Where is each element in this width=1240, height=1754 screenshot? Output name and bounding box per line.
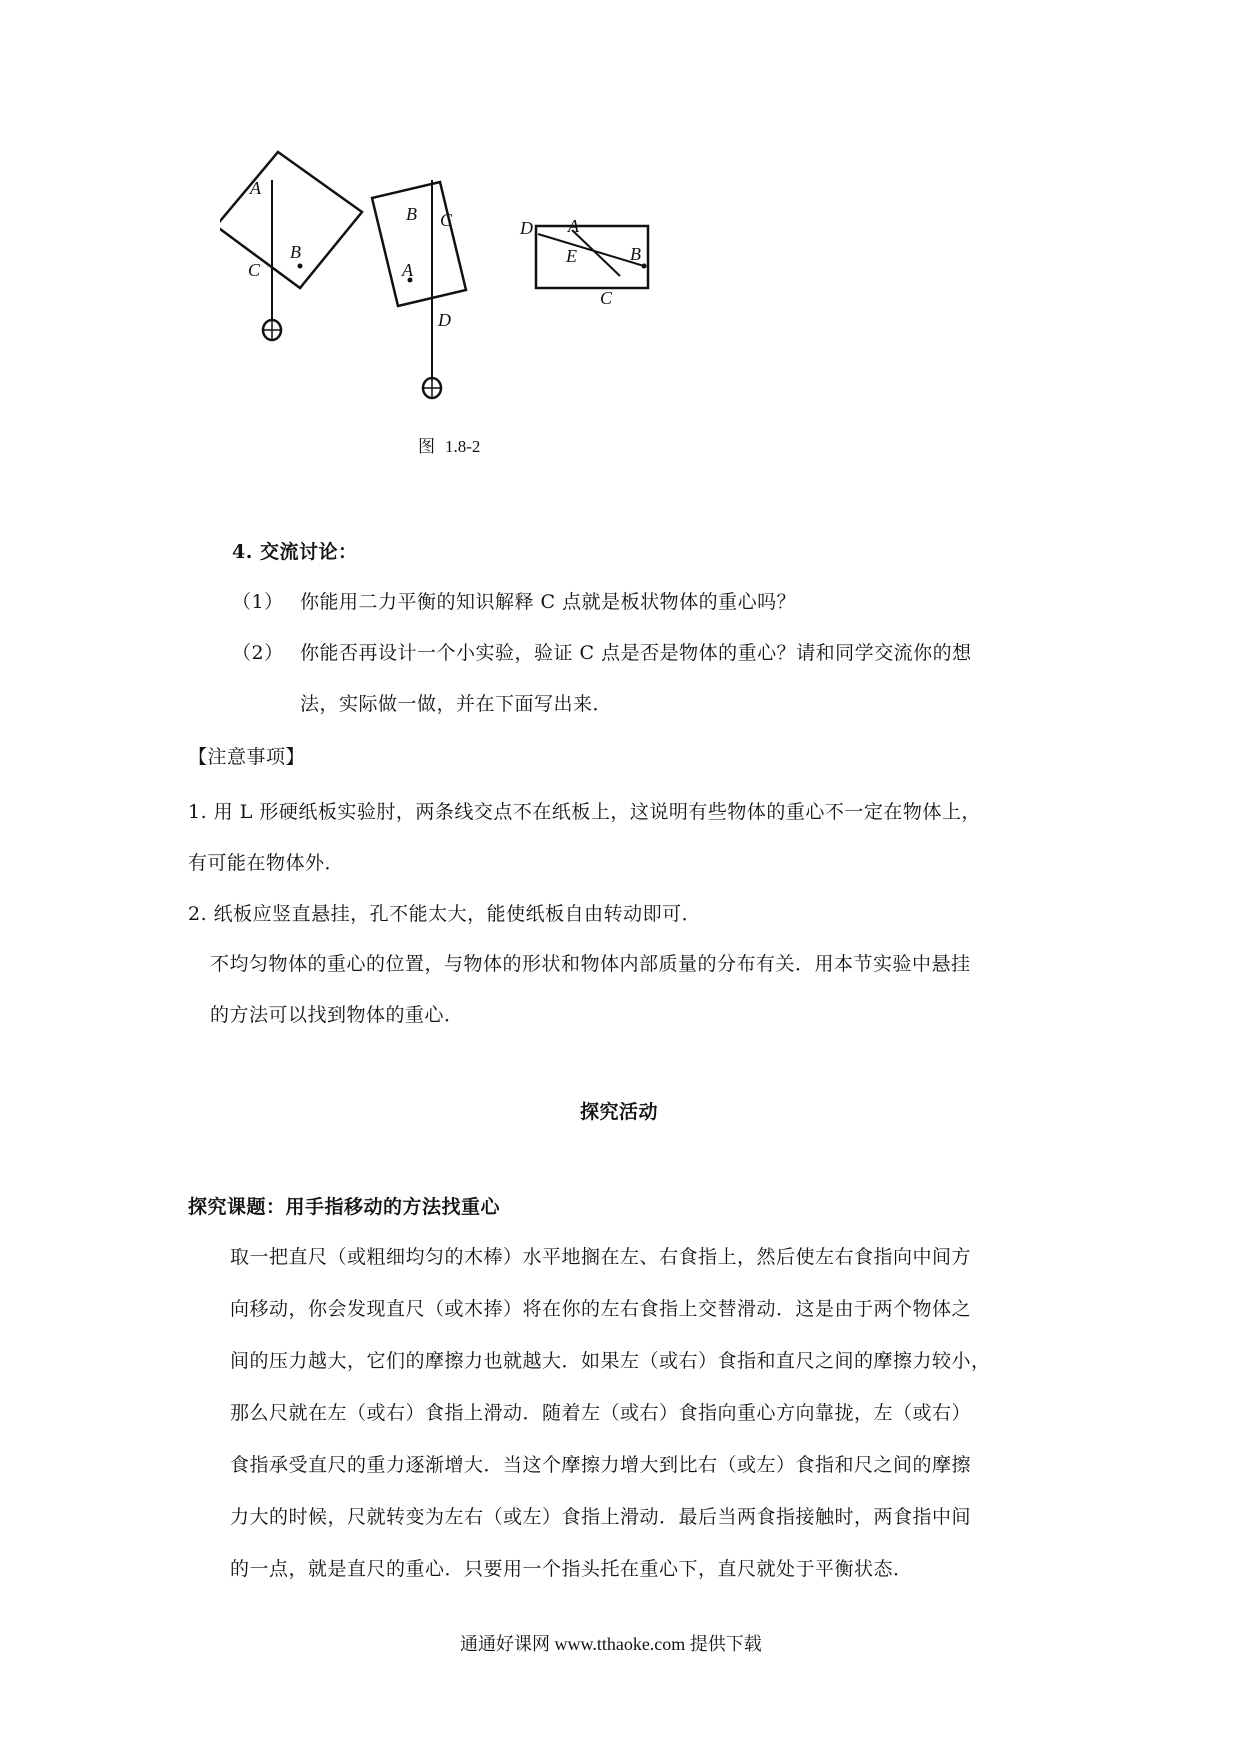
activity-line-7: 的一点，就是直尺的重心．只要用一个指头托在重心下，直尺就处于平衡状态． bbox=[230, 1558, 913, 1580]
discussion-heading: 4. 交流讨论： bbox=[232, 541, 358, 563]
panel-2-label-b: B bbox=[406, 204, 417, 224]
activity-topic: 探究课题：用手指移动的方法找重心 bbox=[188, 1196, 501, 1218]
panel-3-line-ac bbox=[572, 230, 620, 276]
figure-1-8-2 bbox=[220, 150, 740, 450]
panel-3-label-c: C bbox=[600, 288, 613, 308]
panel-1-point-b bbox=[298, 264, 303, 269]
panel-2-label-c: C bbox=[440, 210, 453, 230]
activity-line-1: 取一把直尺（或粗细均匀的木棒）水平地搁在左、右食指上，然后使左右食指向中间方 bbox=[230, 1246, 972, 1268]
panel-3-label-d: D bbox=[520, 218, 533, 238]
notes-item-1-cont: 有可能在物体外． bbox=[188, 852, 345, 874]
panel-1-label-a: A bbox=[250, 178, 261, 198]
discussion-item-2-cont: 法，实际做一做，并在下面写出来． bbox=[300, 693, 613, 715]
activity-line-6: 力大的时候，尺就转变为左右（或左）食指上滑动．最后当两食指接触时，两食指中间 bbox=[230, 1506, 972, 1528]
panel-1-board bbox=[220, 152, 362, 288]
activity-line-5: 食指承受直尺的重力逐渐增大．当这个摩擦力增大到比右（或左）食指和尺之间的摩擦 bbox=[230, 1454, 972, 1476]
panel-1-label-b: B bbox=[290, 242, 301, 262]
panel-3-point-b bbox=[642, 264, 647, 269]
panel-3-label-e: E bbox=[566, 246, 577, 266]
discussion-item-2 bbox=[232, 626, 972, 680]
panel-3-line-db bbox=[538, 234, 644, 266]
notes-paragraph-line-1: 不均匀物体的重心的位置，与物体的形状和物体内部质量的分布有关．用本节实验中悬挂 bbox=[210, 953, 971, 975]
panel-3-label-b: B bbox=[630, 244, 641, 264]
activity-line-2: 向移动，你会发现直尺（或木捧）将在你的左右食指上交替滑动．这是由于两个物体之 bbox=[230, 1298, 972, 1320]
figure-caption-prefix: 图 bbox=[418, 437, 435, 456]
panel-1-label-c: C bbox=[248, 260, 261, 280]
activity-line-3: 间的压力越大，它们的摩擦力也就越大．如果左（或右）食指和直尺之间的摩擦力较小， bbox=[230, 1350, 991, 1372]
figure-caption-number: 1.8-2 bbox=[445, 437, 481, 456]
page-footer: 通通好课网 www.tthaoke.com 提供下载 bbox=[460, 1634, 762, 1654]
notes-paragraph-line-2: 的方法可以找到物体的重心． bbox=[210, 1004, 464, 1026]
discussion-item-1-text: 你能用二力平衡的知识解释 C 点就是板状物体的重心吗？ bbox=[300, 591, 797, 613]
panel-3-label-a: A bbox=[568, 216, 579, 236]
figure-svg bbox=[220, 150, 740, 450]
notes-item-2: 2. 纸板应竖直悬挂，孔不能太大，能使纸板自由转动即可． bbox=[188, 903, 702, 925]
notes-heading: 【注意事项】 bbox=[188, 746, 306, 768]
panel-2-board bbox=[372, 182, 466, 306]
notes-item-1: 1. 用 L 形硬纸板实验肘，两条线交点不在纸板上，这说明有些物体的重心不一定在物体上， bbox=[188, 801, 981, 823]
activity-title: 探究活动 bbox=[580, 1101, 659, 1123]
panel-2-label-d: D bbox=[438, 310, 451, 330]
discussion-item-2-num: （2） bbox=[232, 642, 284, 664]
panel-2-label-a: A bbox=[402, 260, 413, 280]
activity-line-4: 那么尺就在左（或右）食指上滑动．随着左（或右）食指向重心方向靠拢，左（或右） bbox=[230, 1402, 972, 1424]
discussion-item-1-num: （1） bbox=[232, 591, 284, 613]
discussion-item-1 bbox=[232, 575, 796, 629]
discussion-item-2-text: 你能否再设计一个小实验，验证 C 点是否是物体的重心？请和同学交流你的想 bbox=[300, 642, 972, 664]
figure-caption bbox=[418, 432, 490, 457]
